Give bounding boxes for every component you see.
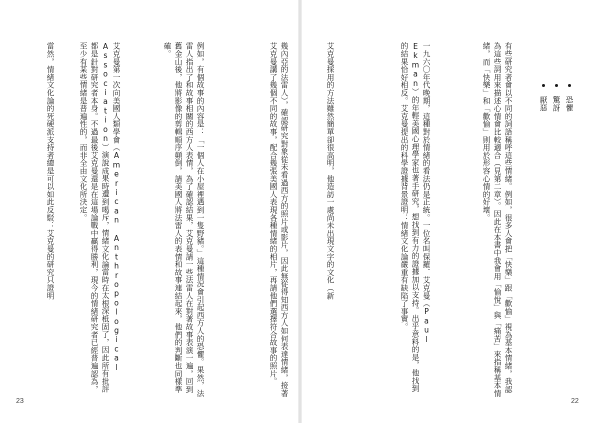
bullet-item [538,84,549,111]
bullet-item [551,84,562,111]
paragraph [312,42,336,397]
page-number-left: 23 [16,398,24,405]
bullet-item [564,84,575,111]
paragraph [28,42,56,397]
paragraph-text: 當然，情緒文化論的死硬派支持者總是可以如此反駁：艾克曼的研究只證明 [46,42,55,300]
paragraph-text: 艾克曼第一次向美國人類學會（American Anthropological Association）演說成果時遭到喝斥，情緒文化論當時在太根深柢固了，因此所有批評都是針對研究者本身。不過最後艾克曼還是在這場論戰中贏得勝利，現今的情緒研究者已經普遍認為，至少有某些情緒是普遍性的，而非全由文化所決定。 [79,42,121,393]
paragraph [60,42,122,397]
paragraph [336,42,432,397]
paragraph-text: 幾內亞的法雷人），確認研究對象從未看過西方的照片或影片，因此無從得知西方人如何表達情緒，接著艾克曼講了幾個不同的故事，配合幾張美國人表現各種情緒的相片，再請他們選擇符合故事的照片。 [269,42,289,397]
bullet-list [520,84,580,384]
bullet-text: 恐懼 [565,96,574,112]
paragraph-text: 有些研究者會以不同的詞語稱呼這些情緒。例如，很多人會把「快樂」跟「歡愉」視為基本情緒，我認為這些詞用來描述心情會比較適合（見第二章）。因此在本書中我會用「愉悅」與「痛苦」來指稱基本情緒，而「快樂」和「歡愉」則用於形容心情的好壞。 [482,42,513,397]
book-gutter [298,0,302,423]
paragraph-text: 例如，有個故事的內容是：「一個人在小屋裡遇到一隻野豬。」這種情況會引起西方人的恐懼。果然，法雷人指出了和故事相關的西方人表情，為了確認結果，艾克曼請一些法雷人在對著故事表演一遍，回到舊金山後，他將影像的剪輯順序顛倒，請美國人將法雷人的表情和故事連結起來，他們的判斷也同樣準確。 [163,42,205,397]
bullet-text: 厭惡 [539,96,548,112]
page-number-right: 22 [571,398,579,405]
bullet-dot-icon [555,84,558,87]
bullet-dot-icon [542,84,545,87]
paragraph-text: 一九六〇年代晚期，這種對於情緒的看法仍是正統。一位名叫保羅．艾克曼（Paul Ekman）的年輕美國心理學家也著手研究，想找到有力的證據加以支持。出乎意料的是，他找到的結果恰好相反。艾克曼提出的科學證據背景證明：情緒文化論嚴重有缺陷了事實。 [400,42,431,393]
paragraph [126,42,206,397]
paragraph-text: 艾克曼採用的方法雖然簡單卻很高明，他造訪一處尚未出現文字的文化（新 [326,42,335,300]
paragraph [210,42,290,397]
paragraph [438,42,514,397]
bullet-text: 驚訝 [552,96,561,112]
bullet-dot-icon [568,84,571,87]
